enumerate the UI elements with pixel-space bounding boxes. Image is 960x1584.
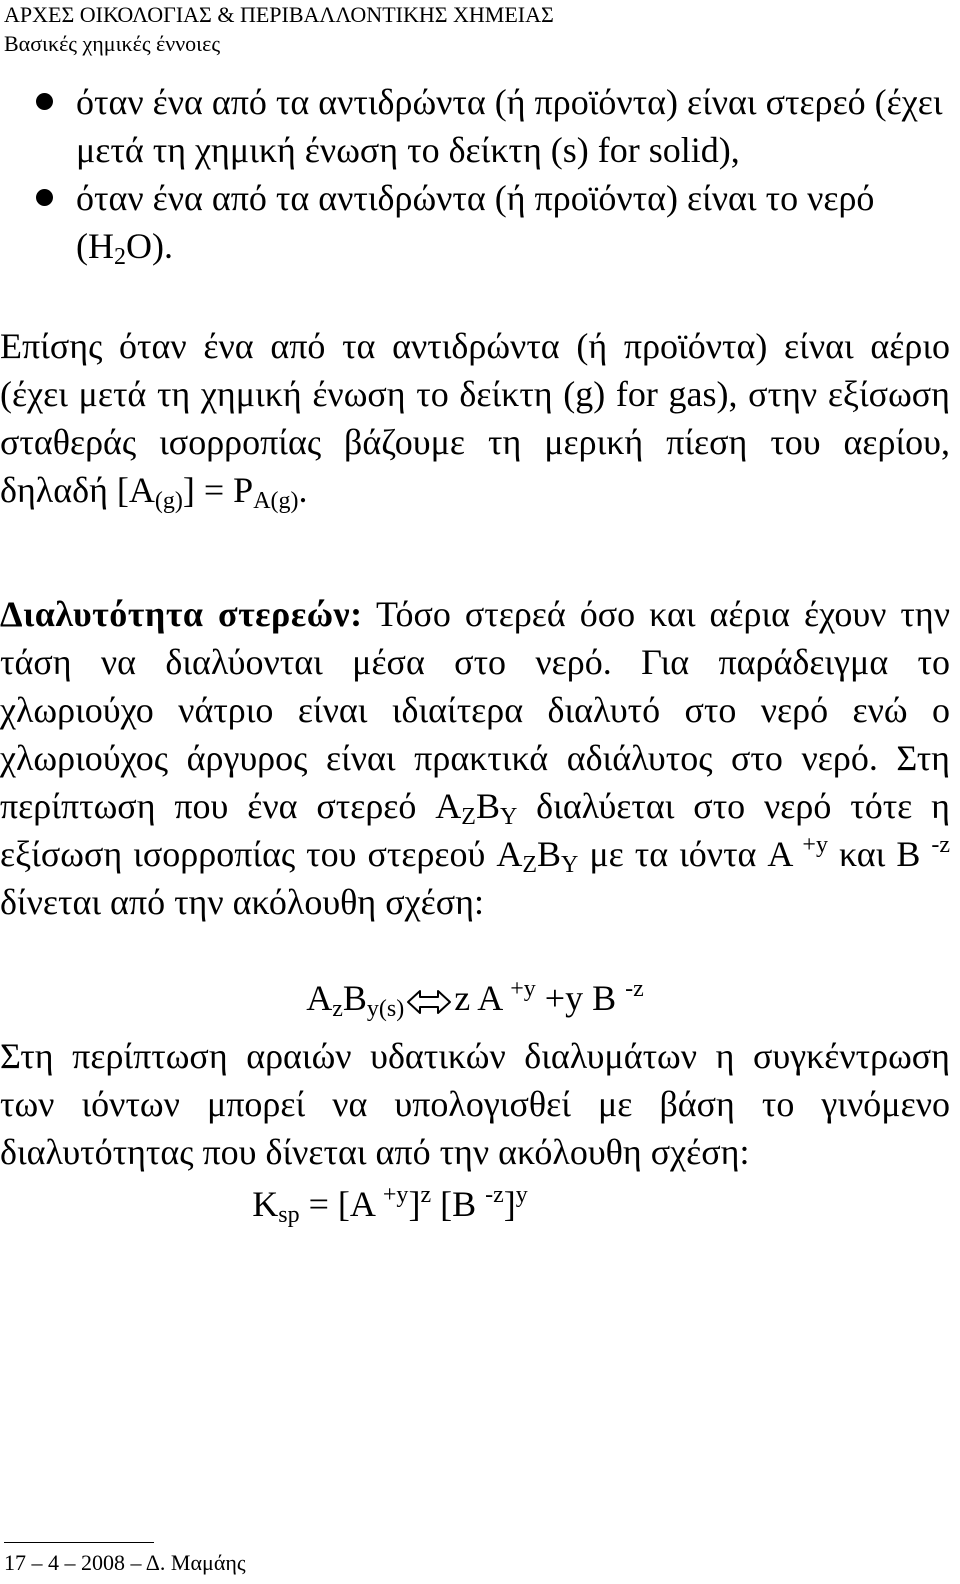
document-header xyxy=(4,0,554,58)
bullet-text: όταν ένα από τα αντιδρώντα (ή προϊόντα) είναι το νερό $(H_2O)$. xyxy=(76,178,875,270)
bullet-text: όταν ένα από τα αντιδρώντα (ή προϊόντα) είναι στερεό (έχει μετά τη χημική ένωση το δείκτη (s) for solid), xyxy=(76,82,943,170)
bullet-list xyxy=(0,78,950,270)
document-body xyxy=(0,78,950,1228)
bullet-icon xyxy=(36,189,53,206)
header-title: ΑΡΧΕΣ ΟΙΚΟΛΟΓΙΑΣ & ΠΕΡΙΒΑΛΛΟΝΤΙΚΗΣ ΧΗΜΕΙΑΣ xyxy=(4,2,554,27)
bullet-item xyxy=(0,78,950,174)
bullet-item xyxy=(0,174,950,270)
ksp-equation: $K_{sp} = [A$ $^{+y}$]$^z$ [B $^{-z}$]$^y$ xyxy=(252,1182,528,1228)
footer-rule xyxy=(4,1542,154,1543)
document-footer xyxy=(4,1548,246,1578)
paragraph-ksp: Στη περίπτωση αραιών υδατικών διαλυμάτων η συγκέντρωση των ιόντων μπορεί να υπολογισθεί με βάση το γινόμενο διαλυτότητας που δίνεται από την ακόλουθη σχέση: xyxy=(0,1036,950,1172)
header-subtitle: Βασικές χημικές έννοιες xyxy=(4,31,221,56)
bullet-icon xyxy=(36,93,53,110)
paragraph-gas: Επίσης όταν ένα από τα αντιδρώντα (ή προϊόντα) είναι αέριο (έχει μετά τη χημική ένωση το δείκτη (g) for gas), στην εξίσωση σταθεράς ισορροπίας βάζουμε τη μερική πίεση του αερίου, δηλαδή $[A_{(g)}] = P_{A(g)}$. xyxy=(0,326,950,514)
equilibrium-equation: $A_zB_{y(s)}$ z A $^{+y}$ +y B $^{-z}$ xyxy=(0,974,950,1028)
footer-text: 17 – 4 – 2008 – Δ. Μαμάης xyxy=(4,1550,246,1575)
section-term: Διαλυτότητα στερεών: xyxy=(0,594,363,634)
double-arrow-icon xyxy=(406,980,452,1028)
paragraph-solubility: Διαλυτότητα στερεών: Τόσο στερεά όσο και αέρια έχουν την τάση να διαλύονται μέσα στο νερό. Για παράδειγμα το χλωριούχο νάτριο είναι ιδιαίτερα διαλυτό στο νερό ενώ ο χλωριούχος άργυρος είναι πρακτικά αδιάλυτος στο νερό. Στη περίπτωση που ένα στερεό $A_ZB_Y$ διαλύεται στο νερό τότε η εξίσωση ισορροπίας του στερεού $A_ZB_Y$ με τα ιόντα A $^{+y}$ και B $^{-z}$ δίνεται από την ακόλουθη σχέση: xyxy=(0,594,950,922)
